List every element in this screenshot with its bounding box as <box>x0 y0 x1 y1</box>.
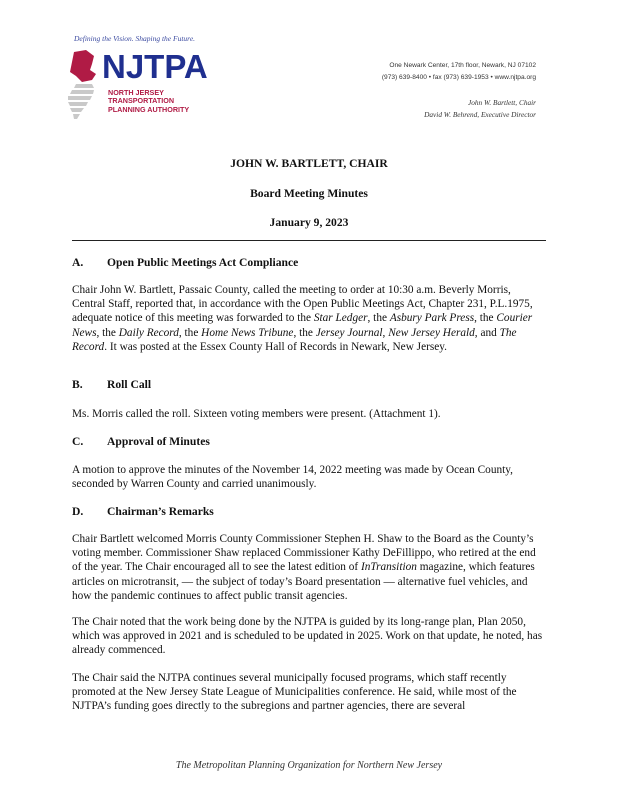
logo-line-1: NORTH JERSEY <box>108 88 164 97</box>
logo-full-name <box>108 89 189 114</box>
italic-text-run: InTransition <box>361 561 417 574</box>
section-letter: C. <box>72 435 84 448</box>
text-run: , the <box>367 312 390 325</box>
section-letter: D. <box>72 505 84 518</box>
text-run: , the <box>178 326 202 339</box>
logo-wordmark: NJTPA <box>102 48 208 85</box>
tagline: Defining the Vision. Shaping the Future. <box>74 34 196 43</box>
text-run: Ms. Morris called the roll. Sixteen voting members were present. (Attachment 1). <box>72 408 441 420</box>
italic-text-run: Daily Record <box>118 326 179 339</box>
section-a-paragraph <box>72 283 546 354</box>
text-run: . It was posted at the Essex County Hall of Records in Newark, New Jersey. <box>104 340 448 353</box>
text-run: , the <box>96 326 119 339</box>
section-letter: A. <box>72 256 84 269</box>
address: One Newark Center, 17th floor, Newark, NJ 07102 <box>389 62 536 69</box>
section-title: Open Public Meetings Act Compliance <box>107 256 299 269</box>
document-title: Board Meeting Minutes <box>250 187 368 200</box>
text-run: , the <box>474 312 497 325</box>
section-heading-a <box>72 256 298 269</box>
italic-text-run: New Jersey Herald <box>388 326 475 339</box>
text-run: Chair Bartlett welcomed Morris County Commissioner Stephen H. Shaw to the Board as the County’s voting member. Commissioner Shaw replaced Commissioner Kathy DeFillippo, who retired at the end of the year. The Chair encouraged all to see the latest edition of <box>72 533 536 574</box>
text-run: Chair John W. Bartlett, Passaic County, called the meeting to order at 10:30 a.m. Beverly Morris, Central Staff, reported that, in accordance with the Open Public Meetings Act, Chapter 231, P.L.1975, adequate notice of this meeting was forwarded to the <box>72 284 533 325</box>
section-title: Chairman’s Remarks <box>107 505 214 518</box>
italic-text-run: The Record <box>72 326 517 353</box>
section-title: Approval of Minutes <box>107 435 210 448</box>
logo-line-2: TRANSPORTATION <box>108 96 175 106</box>
officers-block <box>424 97 536 121</box>
italic-text-run: Star Ledger <box>313 312 368 325</box>
section-letter: B. <box>72 378 83 391</box>
meeting-date: January 9, 2023 <box>269 216 349 229</box>
body-paragraph: The Chair said the NJTPA continues several municipally focused programs, which staff recently promoted at the New Jersey State League of Municipalities conference. He said, while most of the NJTPA’s funding goes directly to the subregions and partner agencies, there are several <box>72 672 517 713</box>
text-run: A motion to approve the minutes of the November 14, 2022 meeting was made by Ocean County, seconded by Warren County and carried unanimously. <box>72 464 514 491</box>
italic-text-run: Home News Tribune <box>201 326 294 339</box>
chair-heading: JOHN W. BARTLETT, CHAIR <box>230 157 388 170</box>
logo-line-3: PLANNING AUTHORITY <box>108 104 190 114</box>
text-run: , the <box>293 326 316 339</box>
contact-line: (973) 639-8400 • fax (973) 639-1953 • www.njtpa.org <box>381 74 536 81</box>
text-run: magazine, which features articles on microtransit, — the subject of today’s Board presentation — alternative fuel vehicles, and how the pandemic continues to affect public transit agencies. <box>72 561 535 602</box>
footer-tagline: The Metropolitan Planning Organization for Northern New Jersey <box>175 760 443 771</box>
italic-text-run: Courier News <box>72 312 533 339</box>
title-divider <box>72 240 546 241</box>
body-paragraph: The Chair noted that the work being done by the NJTPA is guided by its long-range plan, Plan 2050, which was approved in 2021 and is scheduled to be updated in 2025. Work on that update, he noted, has already commenced. <box>72 616 543 657</box>
text-run: , <box>382 326 389 339</box>
text-run: , and <box>474 326 500 339</box>
contact-block <box>382 60 536 84</box>
section-title: Roll Call <box>107 378 152 391</box>
italic-text-run: Jersey Journal <box>315 326 383 339</box>
section-heading-c <box>72 435 210 448</box>
section-heading-d <box>72 505 214 518</box>
italic-text-run: Asbury Park Press <box>389 312 475 325</box>
chair-name: John W. Bartlett, Chair <box>467 98 536 107</box>
section-d-paragraph <box>72 532 546 603</box>
director-name: David W. Behrend, Executive Director <box>424 110 536 119</box>
section-b-paragraph <box>72 407 546 421</box>
section-heading-b <box>72 378 151 391</box>
section-c-paragraph <box>72 463 546 491</box>
